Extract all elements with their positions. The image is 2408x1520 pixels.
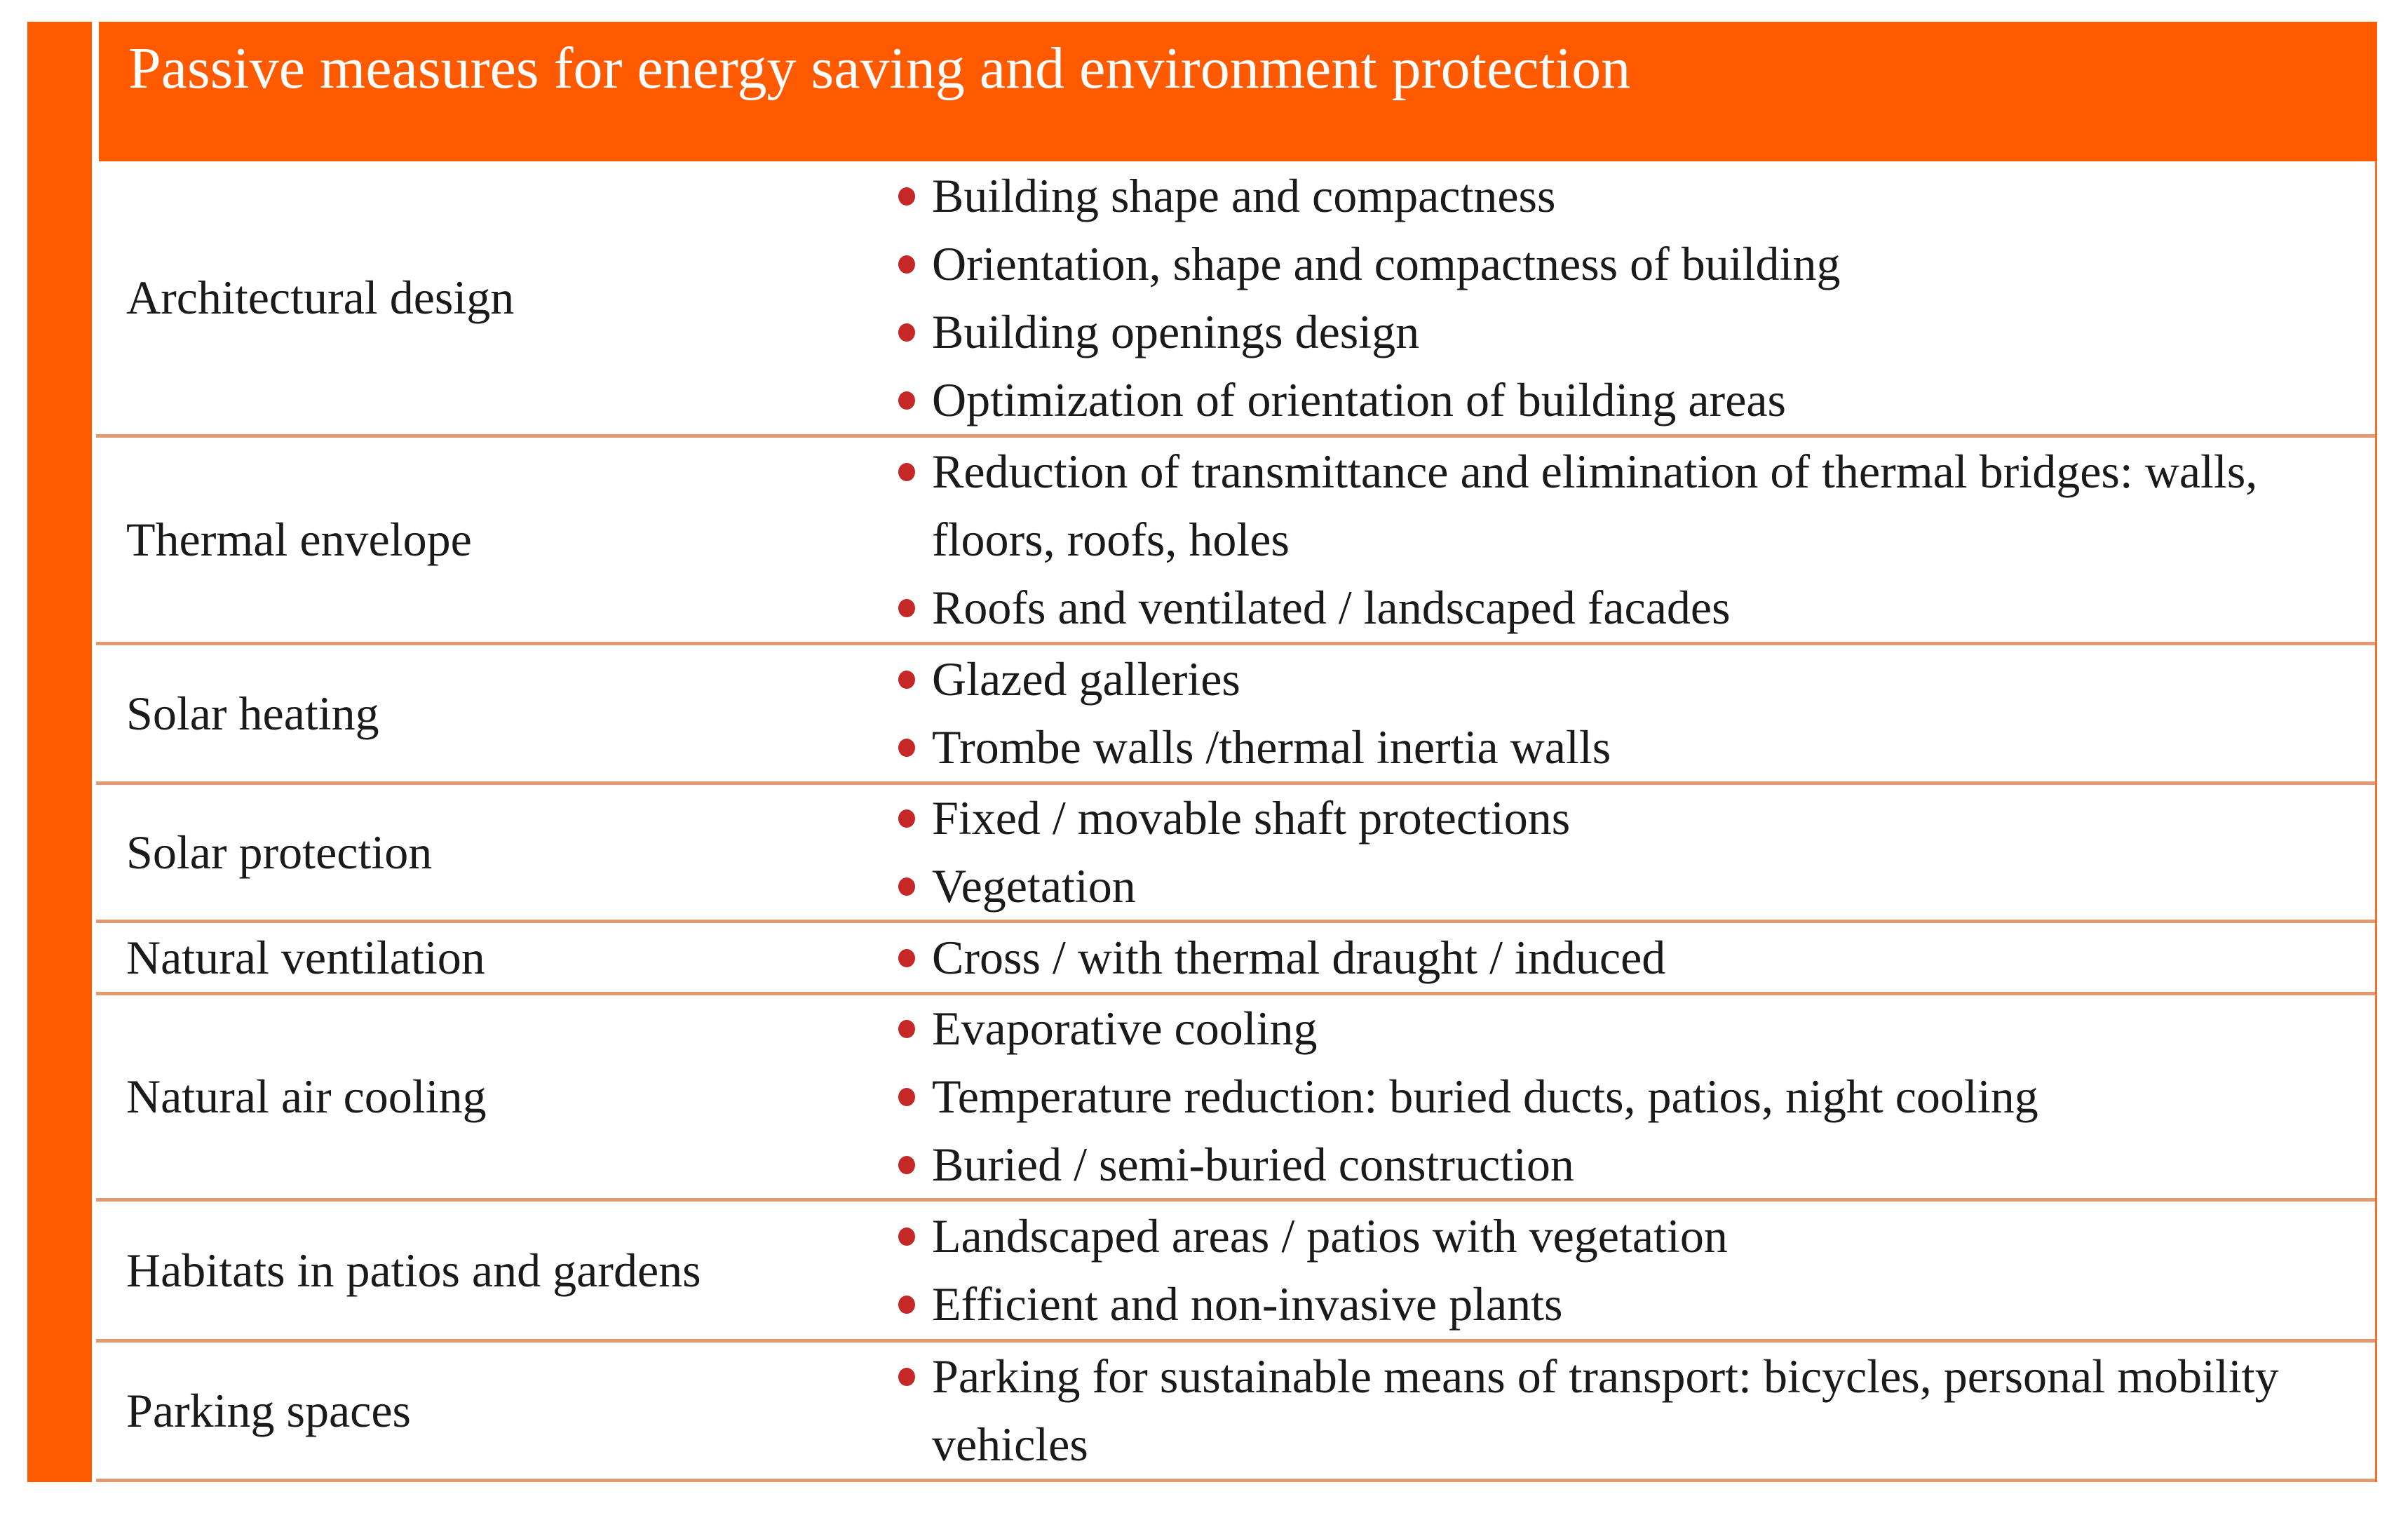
bullet-icon <box>898 1296 915 1314</box>
list-item <box>860 1270 2375 1338</box>
list-item <box>860 438 2375 574</box>
measure-text: Orientation, shape and compactness of building <box>932 236 1841 290</box>
bullet-icon <box>898 391 915 410</box>
table-row <box>96 995 2375 1202</box>
list-item <box>860 574 2375 642</box>
measure-text: Evaporative cooling <box>932 1002 1318 1055</box>
measure-text: Cross / with thermal draught / induced <box>932 930 1666 984</box>
list-item <box>860 1131 2375 1199</box>
bullet-icon <box>898 671 915 689</box>
bullet-icon <box>898 1368 915 1386</box>
bullet-icon <box>898 323 915 342</box>
category-label: Natural ventilation <box>126 930 485 984</box>
bullet-icon <box>898 1088 915 1106</box>
bullet-icon <box>898 739 915 757</box>
measure-text: Fixed / movable shaft protections <box>932 791 1571 845</box>
bullet-icon <box>898 877 915 896</box>
measure-text: Building openings design <box>932 304 1420 358</box>
measure-text: Vegetation <box>932 859 1136 913</box>
category-label: Parking spaces <box>126 1383 412 1437</box>
bullet-icon <box>898 949 915 967</box>
category-label: Solar heating <box>126 686 379 740</box>
table-row <box>96 161 2375 438</box>
measure-text: Efficient and non-invasive plants <box>932 1277 1563 1331</box>
list-item <box>860 1063 2375 1131</box>
measure-text: Building shape and compactness <box>932 168 1556 222</box>
list-item <box>860 298 2375 366</box>
bullet-icon <box>898 1020 915 1038</box>
measure-list <box>860 1343 2375 1479</box>
measure-text: Reduction of transmittance and elimination of thermal bridges: walls, floors, roofs, holes <box>932 445 2258 566</box>
table-row <box>96 438 2375 645</box>
table-row <box>96 923 2375 995</box>
bullet-icon <box>898 809 915 828</box>
category-label: Architectural design <box>126 271 515 324</box>
category-label: Natural air cooling <box>126 1070 487 1123</box>
list-item <box>860 1202 2375 1270</box>
measure-list <box>860 785 2375 920</box>
left-accent-bar <box>27 22 92 1482</box>
table-row <box>96 1202 2375 1343</box>
bullet-icon <box>898 1156 915 1174</box>
table-row <box>96 645 2375 785</box>
category-label: Thermal envelope <box>126 513 472 566</box>
list-item <box>860 784 2375 852</box>
measure-list <box>860 995 2375 1198</box>
list-item <box>860 645 2375 713</box>
measure-list <box>860 161 2375 434</box>
measure-list <box>860 1202 2375 1339</box>
list-item <box>860 852 2375 920</box>
bullet-icon <box>898 255 915 274</box>
table-title: Passive measures for energy saving and environment protection <box>128 36 1631 101</box>
list-item <box>860 713 2375 781</box>
measure-text: Buried / semi-buried construction <box>932 1138 1574 1191</box>
list-item <box>860 995 2375 1063</box>
table-row <box>96 785 2375 923</box>
list-item <box>860 230 2375 298</box>
category-label: Habitats in patios and gardens <box>126 1243 701 1297</box>
measure-text: Trombe walls /thermal inertia walls <box>932 720 1611 774</box>
measure-list <box>860 645 2375 781</box>
measure-text: Landscaped areas / patios with vegetation <box>932 1209 1728 1263</box>
measure-list <box>860 438 2375 642</box>
measure-text: Parking for sustainable means of transport: bicycles, personal mobility vehicles <box>932 1350 2279 1471</box>
measures-table <box>96 161 2377 1482</box>
list-item <box>860 162 2375 230</box>
list-item <box>860 1343 2375 1479</box>
measure-text: Roofs and ventilated / landscaped facades <box>932 581 1731 634</box>
measure-text: Temperature reduction: buried ducts, patios, night cooling <box>932 1070 2038 1123</box>
category-label: Solar protection <box>126 825 433 879</box>
measure-text: Optimization of orientation of building areas <box>932 372 1787 426</box>
list-item <box>860 924 2375 992</box>
table-row <box>96 1343 2375 1482</box>
bullet-icon <box>898 1228 915 1246</box>
bullet-icon <box>898 599 915 617</box>
measure-list <box>860 923 2375 992</box>
bullet-icon <box>898 187 915 206</box>
table-header <box>96 22 2377 161</box>
bullet-icon <box>898 463 915 481</box>
list-item <box>860 366 2375 434</box>
measure-text: Glazed galleries <box>932 652 1240 706</box>
